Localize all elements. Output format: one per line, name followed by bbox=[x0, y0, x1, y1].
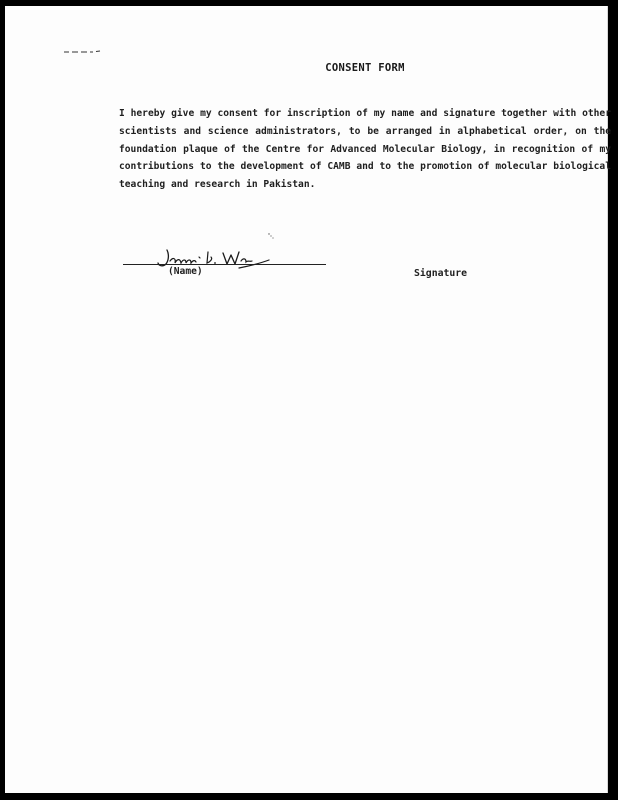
consent-form-page bbox=[5, 6, 611, 793]
ink-speck bbox=[267, 232, 275, 240]
name-line bbox=[123, 264, 326, 265]
consent-statement: I hereby give my consent for inscription of my name and signature together with other scientists and science administrators, to be arranged in alphabetical order, on the foundation plaque of the Centre for Advanced Molecular Biology, in recognition of my contributions to the development of CAMB and to the promotion of molecular biological teaching and research in Pakistan. bbox=[119, 108, 611, 191]
stray-ink-mark bbox=[63, 50, 103, 54]
form-title: CONSENT FORM bbox=[325, 62, 405, 74]
handwritten-signature bbox=[119, 244, 331, 274]
name-caption: (Name) bbox=[168, 266, 203, 277]
signature-caption: Signature bbox=[414, 268, 468, 279]
